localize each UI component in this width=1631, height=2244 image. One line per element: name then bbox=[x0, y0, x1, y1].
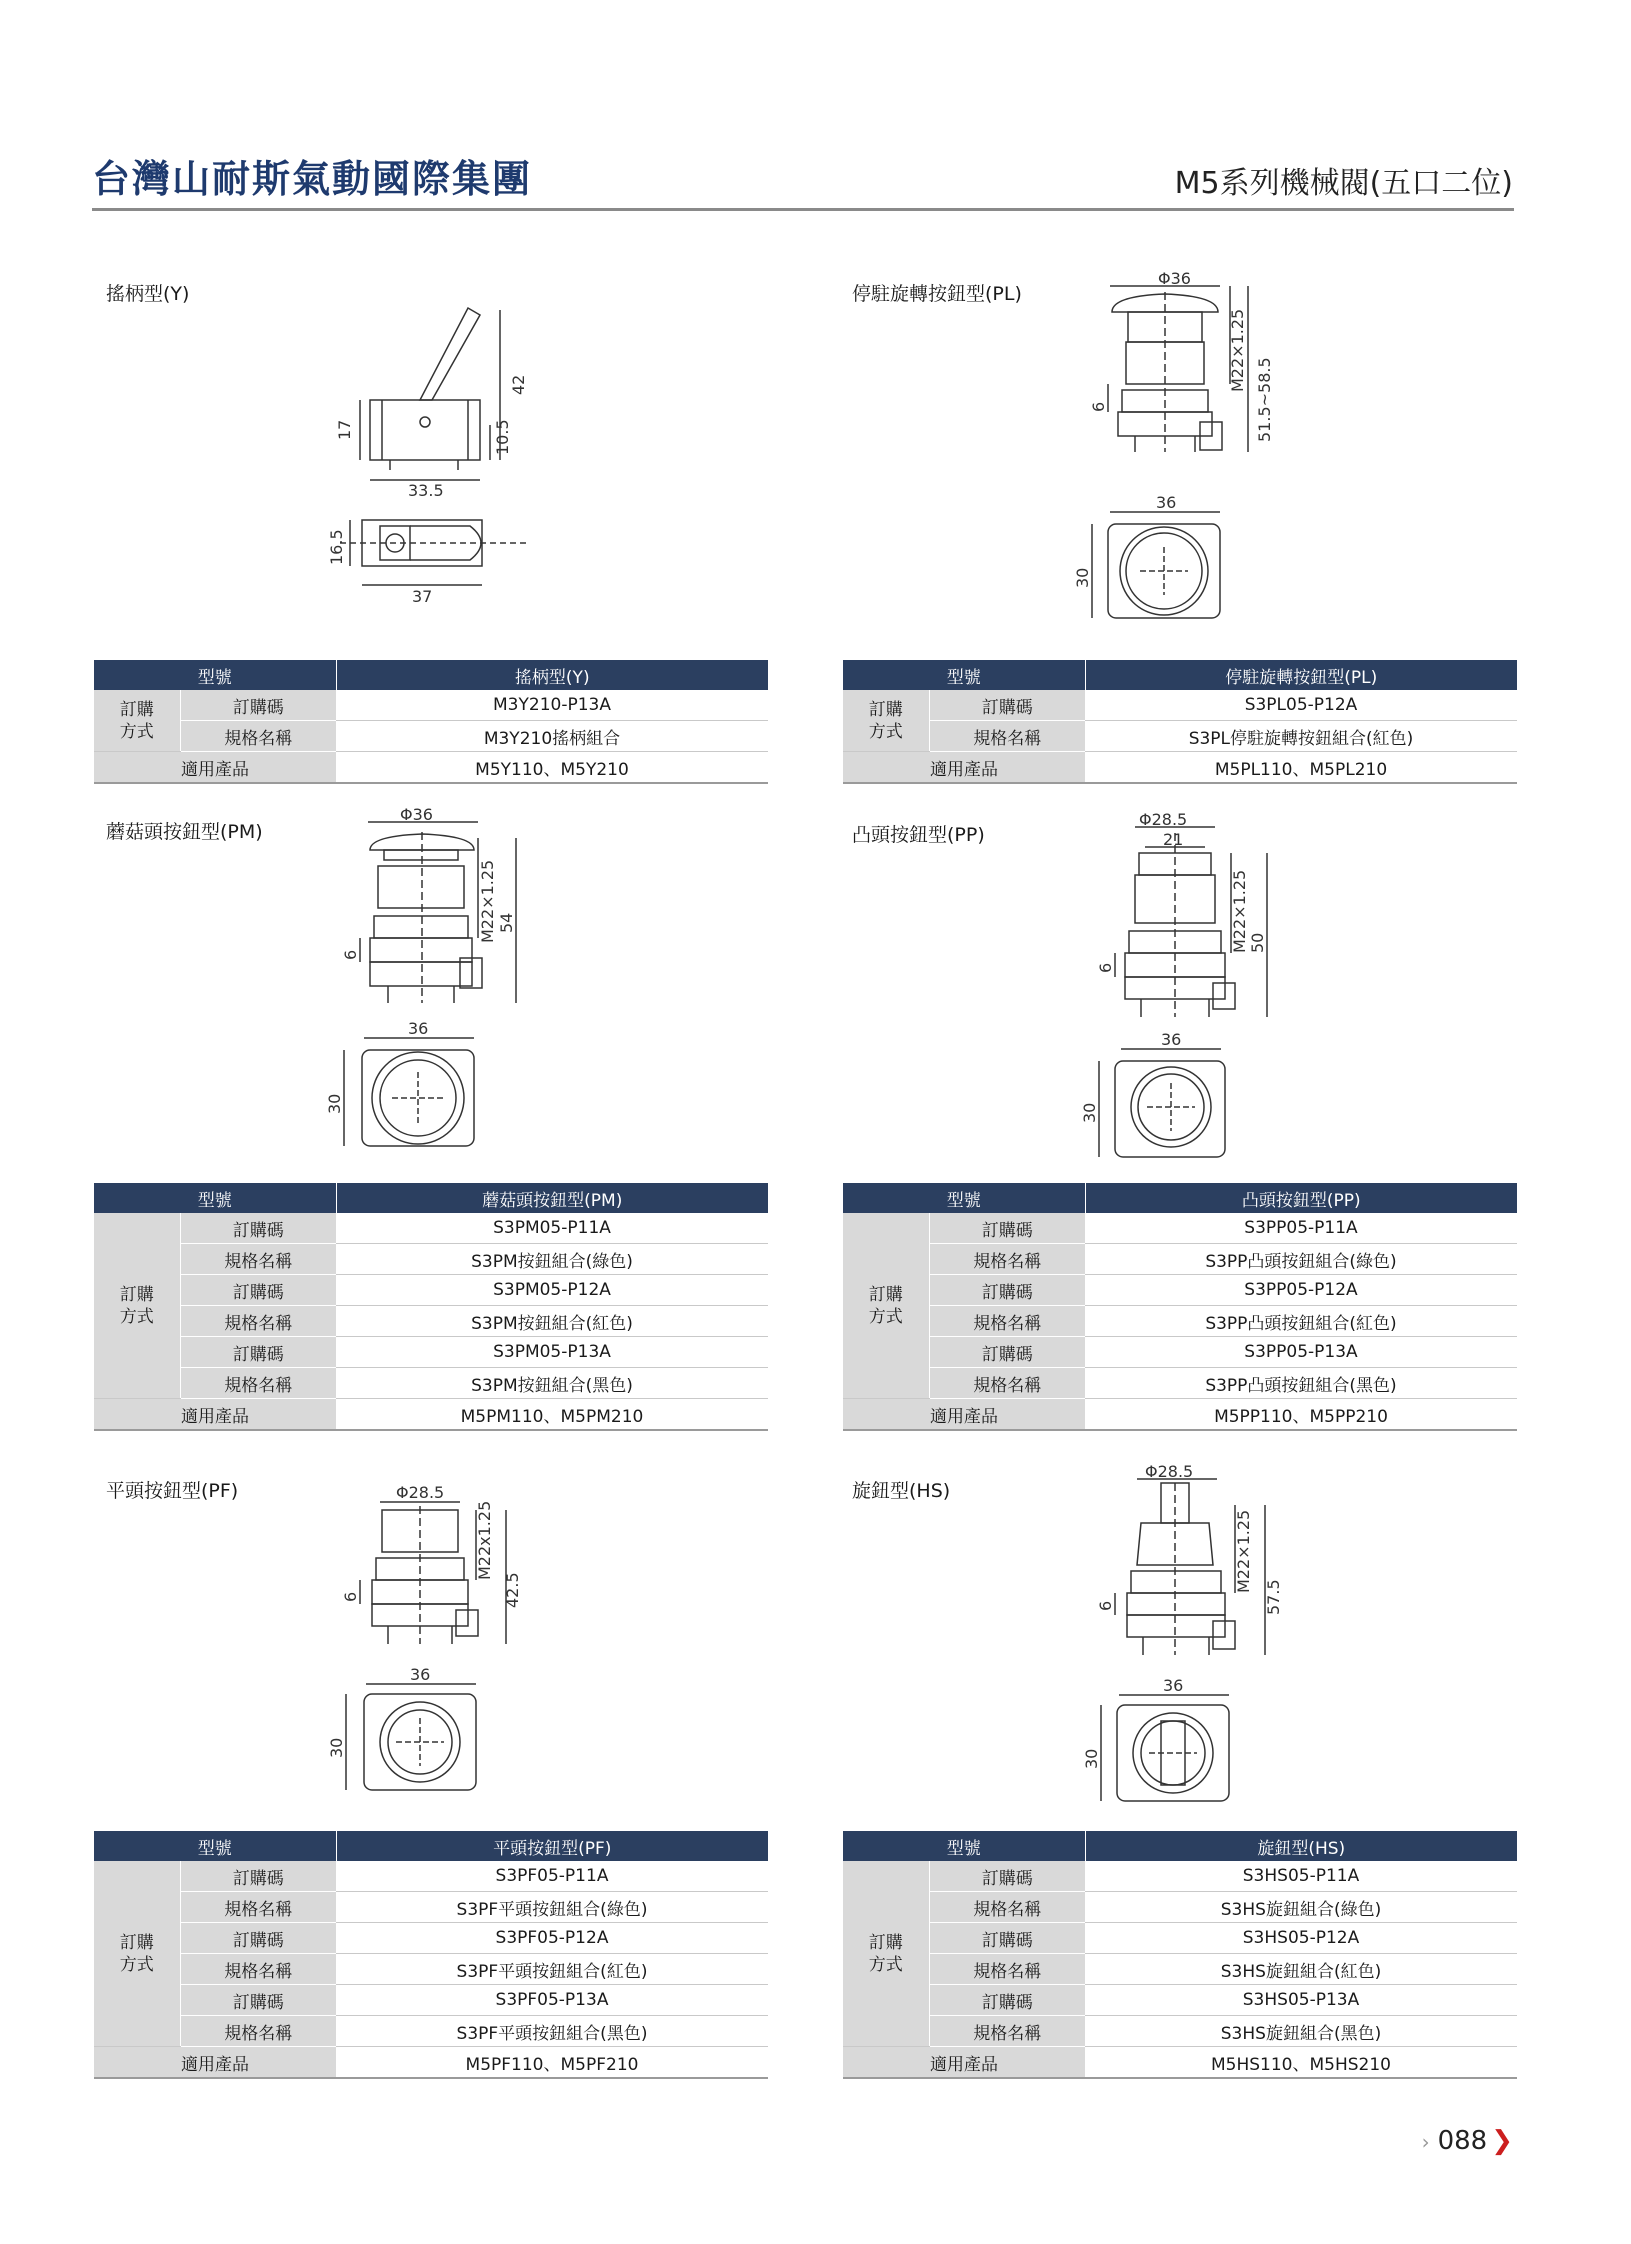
spec-name: S3HS旋鈕組合(紅色) bbox=[1085, 1954, 1517, 1985]
row-label: 規格名稱 bbox=[929, 1954, 1085, 1985]
product-label: 適用產品 bbox=[94, 2047, 336, 2079]
section-label-pf: 平頭按鈕型(PF) bbox=[106, 1480, 239, 1502]
spec-name: S3PP凸頭按鈕組合(黑色) bbox=[1085, 1368, 1517, 1399]
row-label: 規格名稱 bbox=[180, 721, 336, 752]
product-label: 適用產品 bbox=[843, 2047, 1085, 2079]
order-method-label: 訂購 方式 bbox=[843, 1861, 929, 2047]
section-label-pm: 蘑菇頭按鈕型(PM) bbox=[106, 821, 263, 843]
spec-name: S3PP凸頭按鈕組合(綠色) bbox=[1085, 1244, 1517, 1275]
svg-text:50: 50 bbox=[1248, 932, 1267, 953]
row-label: 訂購碼 bbox=[180, 1923, 336, 1954]
product-value: M5HS110、M5HS210 bbox=[1085, 2047, 1517, 2079]
svg-text:30: 30 bbox=[1080, 1102, 1099, 1123]
row-label: 規格名稱 bbox=[929, 1368, 1085, 1399]
svg-text:57.5: 57.5 bbox=[1264, 1579, 1283, 1615]
product-label: 適用產品 bbox=[843, 1399, 1085, 1431]
order-code: S3PP05-P11A bbox=[1085, 1213, 1517, 1244]
row-label: 訂購碼 bbox=[929, 1923, 1085, 1954]
col-header-model-name: 蘑菇頭按鈕型(PM) bbox=[336, 1183, 768, 1213]
product-label: 適用產品 bbox=[843, 752, 1085, 784]
svg-text:Φ36: Φ36 bbox=[400, 805, 433, 824]
svg-text:30: 30 bbox=[327, 1737, 346, 1758]
spec-name: S3HS旋鈕組合(黑色) bbox=[1085, 2016, 1517, 2047]
order-code: S3PL05-P12A bbox=[1085, 690, 1517, 721]
product-label: 適用產品 bbox=[94, 1399, 336, 1431]
order-method-label: 訂購 方式 bbox=[843, 690, 929, 752]
section-label-hs: 旋鈕型(HS) bbox=[852, 1480, 951, 1502]
spec-table-pf bbox=[94, 1831, 768, 2079]
row-label: 規格名稱 bbox=[929, 2016, 1085, 2047]
row-label: 訂購碼 bbox=[180, 1985, 336, 2016]
svg-text:6: 6 bbox=[341, 949, 360, 960]
order-code: S3HS05-P11A bbox=[1085, 1861, 1517, 1892]
spec-table-y bbox=[94, 660, 768, 784]
spec-name: S3HS旋鈕組合(綠色) bbox=[1085, 1892, 1517, 1923]
svg-text:Φ28.5: Φ28.5 bbox=[1139, 810, 1188, 829]
col-header-model-name: 凸頭按鈕型(PP) bbox=[1085, 1183, 1517, 1213]
product-value: M5Y110、M5Y210 bbox=[336, 752, 768, 784]
svg-text:6: 6 bbox=[341, 1591, 360, 1602]
row-label: 規格名稱 bbox=[180, 1306, 336, 1337]
drawing-pl bbox=[1073, 269, 1280, 642]
svg-text:42: 42 bbox=[509, 374, 528, 395]
chevron-right-icon: ❯ bbox=[1491, 2126, 1513, 2156]
order-code: M3Y210-P13A bbox=[336, 690, 768, 721]
company-brand: 台灣山耐斯氣動國際集團 bbox=[92, 157, 533, 201]
col-header-model: 型號 bbox=[843, 660, 1085, 690]
drawing-pm bbox=[325, 805, 530, 1168]
section-label-y: 搖柄型(Y) bbox=[106, 283, 190, 305]
row-label: 訂購碼 bbox=[929, 1213, 1085, 1244]
col-header-model-name: 停駐旋轉按鈕型(PL) bbox=[1085, 660, 1517, 690]
svg-text:30: 30 bbox=[1073, 567, 1092, 588]
svg-text:Φ28.5: Φ28.5 bbox=[1145, 1462, 1194, 1481]
svg-text:33.5: 33.5 bbox=[408, 481, 444, 500]
row-label: 規格名稱 bbox=[180, 1954, 336, 1985]
spec-name: S3PM按鈕組合(綠色) bbox=[336, 1244, 768, 1275]
row-label: 訂購碼 bbox=[929, 1861, 1085, 1892]
spec-name: S3PF平頭按鈕組合(紅色) bbox=[336, 1954, 768, 1985]
row-label: 訂購碼 bbox=[180, 690, 336, 721]
svg-text:M22x1.25: M22x1.25 bbox=[475, 1500, 494, 1580]
product-value: M5PL110、M5PL210 bbox=[1085, 752, 1517, 784]
svg-text:42.5: 42.5 bbox=[503, 1572, 522, 1608]
col-header-model: 型號 bbox=[843, 1831, 1085, 1861]
spec-name: S3PM按鈕組合(黑色) bbox=[336, 1368, 768, 1399]
svg-text:Φ28.5: Φ28.5 bbox=[396, 1483, 445, 1502]
row-label: 規格名稱 bbox=[929, 1306, 1085, 1337]
order-code: S3PF05-P11A bbox=[336, 1861, 768, 1892]
svg-text:36: 36 bbox=[1161, 1030, 1182, 1049]
page-number-text: 088 bbox=[1437, 2126, 1488, 2156]
order-code: S3PM05-P12A bbox=[336, 1275, 768, 1306]
svg-text:51.5~58.5: 51.5~58.5 bbox=[1255, 357, 1274, 442]
spec-name: M3Y210搖柄組合 bbox=[336, 721, 768, 752]
row-label: 規格名稱 bbox=[929, 1244, 1085, 1275]
svg-text:36: 36 bbox=[408, 1019, 429, 1038]
row-label: 訂購碼 bbox=[180, 1213, 336, 1244]
order-method-label: 訂購 方式 bbox=[94, 1213, 180, 1399]
svg-text:6: 6 bbox=[1096, 1600, 1115, 1611]
product-value: M5PP110、M5PP210 bbox=[1085, 1399, 1517, 1431]
order-code: S3PM05-P11A bbox=[336, 1213, 768, 1244]
row-label: 訂購碼 bbox=[929, 1985, 1085, 2016]
order-method-label: 訂購 方式 bbox=[843, 1213, 929, 1399]
order-code: S3HS05-P12A bbox=[1085, 1923, 1517, 1954]
order-code: S3PP05-P12A bbox=[1085, 1275, 1517, 1306]
drawing-pp bbox=[1080, 810, 1285, 1173]
order-method-label: 訂購 方式 bbox=[94, 690, 180, 752]
row-label: 訂購碼 bbox=[180, 1337, 336, 1368]
spec-name: S3PF平頭按鈕組合(綠色) bbox=[336, 1892, 768, 1923]
col-header-model: 型號 bbox=[843, 1183, 1085, 1213]
svg-text:30: 30 bbox=[1082, 1748, 1101, 1769]
svg-text:21: 21 bbox=[1163, 830, 1184, 849]
chevron-left-icon: › bbox=[1421, 2130, 1430, 2154]
product-value: M5PF110、M5PF210 bbox=[336, 2047, 768, 2079]
order-code: S3PP05-P13A bbox=[1085, 1337, 1517, 1368]
drawing-y bbox=[320, 290, 560, 620]
spec-name: S3PL停駐旋轉按鈕組合(紅色) bbox=[1085, 721, 1517, 752]
row-label: 訂購碼 bbox=[929, 690, 1085, 721]
svg-text:M22×1.25: M22×1.25 bbox=[1228, 308, 1247, 392]
row-label: 規格名稱 bbox=[180, 1892, 336, 1923]
svg-text:M22×1.25: M22×1.25 bbox=[1234, 1509, 1253, 1593]
section-label-pp: 凸頭按鈕型(PP) bbox=[852, 824, 985, 846]
col-header-model-name: 平頭按鈕型(PF) bbox=[336, 1831, 768, 1861]
spec-table-hs bbox=[843, 1831, 1517, 2079]
svg-text:30: 30 bbox=[325, 1093, 344, 1114]
page-title: M5系列機械閥(五口二位) bbox=[1174, 166, 1513, 201]
order-method-label: 訂購 方式 bbox=[94, 1861, 180, 2047]
header-divider bbox=[92, 208, 1514, 211]
svg-text:6: 6 bbox=[1089, 401, 1108, 412]
row-label: 訂購碼 bbox=[180, 1275, 336, 1306]
row-label: 規格名稱 bbox=[929, 1892, 1085, 1923]
row-label: 規格名稱 bbox=[180, 1368, 336, 1399]
drawing-pf bbox=[327, 1480, 530, 1840]
svg-text:Φ36: Φ36 bbox=[1158, 269, 1191, 288]
page-number bbox=[1422, 2126, 1513, 2156]
row-label: 訂購碼 bbox=[929, 1275, 1085, 1306]
section-label-pl: 停駐旋轉按鈕型(PL) bbox=[852, 283, 1022, 305]
svg-text:10.5: 10.5 bbox=[493, 419, 512, 455]
order-code: S3HS05-P13A bbox=[1085, 1985, 1517, 2016]
svg-text:36: 36 bbox=[1163, 1676, 1184, 1695]
col-header-model: 型號 bbox=[94, 660, 336, 690]
order-code: S3PF05-P13A bbox=[336, 1985, 768, 2016]
spec-name: S3PM按鈕組合(紅色) bbox=[336, 1306, 768, 1337]
svg-text:36: 36 bbox=[410, 1665, 431, 1684]
spec-table-pp bbox=[843, 1183, 1517, 1431]
spec-name: S3PF平頭按鈕組合(黑色) bbox=[336, 2016, 768, 2047]
product-label: 適用產品 bbox=[94, 752, 336, 784]
order-code: S3PF05-P12A bbox=[336, 1923, 768, 1954]
svg-text:16.5: 16.5 bbox=[327, 529, 346, 565]
product-value: M5PM110、M5PM210 bbox=[336, 1399, 768, 1431]
col-header-model: 型號 bbox=[94, 1831, 336, 1861]
col-header-model-name: 旋鈕型(HS) bbox=[1085, 1831, 1517, 1861]
drawing-hs bbox=[1082, 1462, 1285, 1825]
row-label: 訂購碼 bbox=[180, 1861, 336, 1892]
svg-text:36: 36 bbox=[1156, 493, 1177, 512]
svg-text:37: 37 bbox=[412, 587, 433, 606]
row-label: 規格名稱 bbox=[929, 721, 1085, 752]
spec-table-pm bbox=[94, 1183, 768, 1431]
svg-text:54: 54 bbox=[497, 912, 516, 933]
col-header-model-name: 搖柄型(Y) bbox=[336, 660, 768, 690]
col-header-model: 型號 bbox=[94, 1183, 336, 1213]
row-label: 規格名稱 bbox=[180, 2016, 336, 2047]
row-label: 訂購碼 bbox=[929, 1337, 1085, 1368]
svg-text:6: 6 bbox=[1096, 962, 1115, 973]
order-code: S3PM05-P13A bbox=[336, 1337, 768, 1368]
svg-text:17: 17 bbox=[335, 419, 354, 440]
spec-name: S3PP凸頭按鈕組合(紅色) bbox=[1085, 1306, 1517, 1337]
svg-text:M22×1.25: M22×1.25 bbox=[1230, 869, 1249, 953]
row-label: 規格名稱 bbox=[180, 1244, 336, 1275]
svg-text:M22×1.25: M22×1.25 bbox=[478, 859, 497, 943]
spec-table-pl bbox=[843, 660, 1517, 784]
